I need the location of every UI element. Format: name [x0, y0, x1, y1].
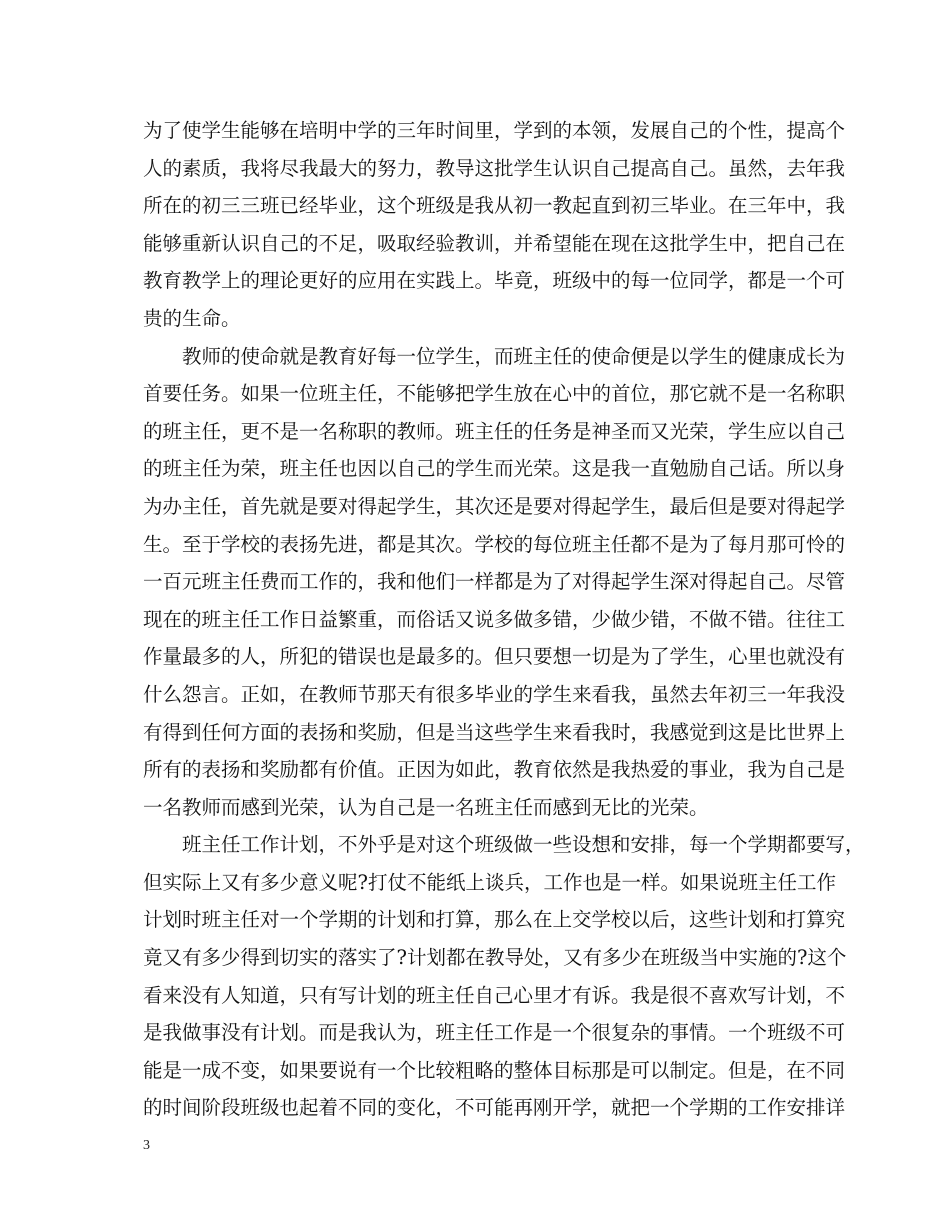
text-line: 的班主任为荣，班主任也因以自己的学生而光荣。这是我一直勉励自己话。所以身 — [143, 457, 846, 481]
text-line: 能够重新认识自己的不足，吸取经验教训，并希望能在现在这批学生中，把自己在 — [143, 231, 846, 255]
text-line: 能是一成不变，如果要说有一个比较粗略的整体目标那是可以制定。但是，在不同 — [143, 1058, 846, 1082]
paragraph-3 — [143, 826, 865, 1127]
document-body — [143, 112, 865, 1127]
text-line: 教师的使命就是教育好每一位学生，而班主任的使命便是以学生的健康成长为 — [182, 344, 846, 368]
text-line: 贵的生命。 — [143, 306, 241, 330]
text-line: 计划时班主任对一个学期的计划和打算，那么在上交学校以后，这些计划和打算究 — [143, 908, 846, 932]
text-line: 的时间阶段班级也起着不同的变化，不可能再刚开学，就把一个学期的工作安排详 — [143, 1096, 846, 1120]
text-line: 作量最多的人，所犯的错误也是最多的。但只要想一切是为了学生，心里也就没有 — [143, 645, 846, 669]
text-line: 有得到任何方面的表扬和奖励，但是当这些学生来看我时，我感觉到这是比世界上 — [143, 720, 846, 744]
text-line: 但实际上又有多少意义呢?打仗不能纸上谈兵，工作也是一样。如果说班主任工作 — [143, 870, 836, 894]
text-line: 的班主任，更不是一名称职的教师。班主任的任务是神圣而又光荣，学生应以自己 — [143, 419, 846, 443]
text-line: 看来没有人知道，只有写计划的班主任自己心里才有诉。我是很不喜欢写计划，不 — [143, 983, 846, 1007]
text-line: 人的素质，我将尽我最大的努力，教导这批学生认识自己提高自己。虽然，去年我 — [143, 156, 846, 180]
text-line: 所有的表扬和奖励都有价值。正因为如此，教育依然是我热爱的事业，我为自己是 — [143, 758, 846, 782]
text-line: 什么怨言。正如，在教师节那天有很多毕业的学生来看我，虽然去年初三一年我没 — [143, 682, 846, 706]
text-line: 所在的初三三班已经毕业，这个班级是我从初一教起直到初三毕业。在三年中，我 — [143, 194, 846, 218]
text-line: 一百元班主任费而工作的，我和他们一样都是为了对得起学生深对得起自己。尽管 — [143, 570, 846, 594]
paragraph-1 — [143, 112, 846, 338]
text-line: 生。至于学校的表扬先进，都是其次。学校的每位班主任都不是为了每月那可怜的 — [143, 532, 846, 556]
text-line: 班主任工作计划，不外乎是对这个班级做一些设想和安排，每一个学期都要写， — [182, 833, 865, 857]
text-line: 教育教学上的理论更好的应用在实践上。毕竟，班级中的每一位同学，都是一个可 — [143, 269, 846, 293]
text-line: 现在的班主任工作日益繁重，而俗话又说多做多错，少做少错，不做不错。往往工 — [143, 607, 846, 631]
text-line: 为了使学生能够在培明中学的三年时间里，学到的本领，发展自己的个性，提高个 — [143, 119, 846, 142]
text-line: 为办主任，首先就是要对得起学生，其次还是要对得起学生，最后但是要对得起学 — [143, 494, 846, 518]
text-line: 是我做事没有计划。而是我认为，班主任工作是一个很复杂的事情。一个班级不可 — [143, 1021, 846, 1045]
text-line: 一名教师而感到光荣，认为自己是一名班主任而感到无比的光荣。 — [143, 795, 709, 819]
text-line: 首要任务。如果一位班主任，不能够把学生放在心中的首位，那它就不是一名称职 — [143, 382, 846, 406]
text-line: 竟又有多少得到切实的落实了?计划都在教导处，又有多少在班级当中实施的?这个 — [143, 946, 847, 970]
paragraph-2 — [143, 338, 846, 827]
page-number: 3 — [143, 1138, 150, 1153]
